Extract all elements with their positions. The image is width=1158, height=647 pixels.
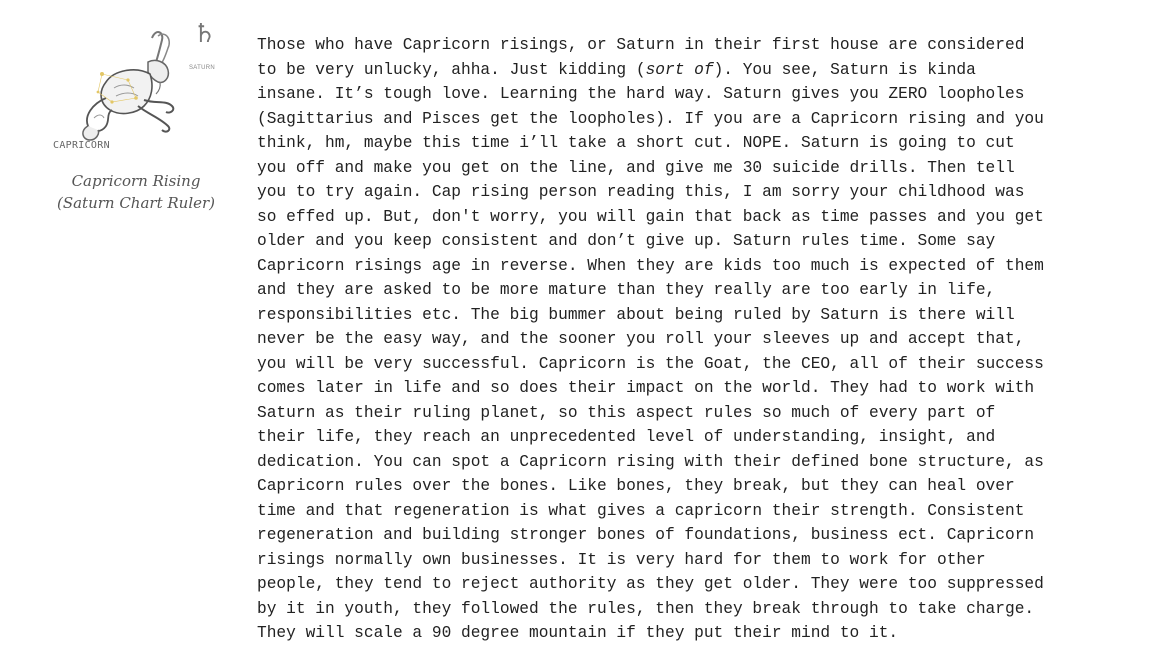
- article-body: Those who have Capricorn risings, or Saturn in their first house are considered to be very unlucky, ahha. Just kidding (sort of). You see, Saturn is kinda insane. It’s tough love. Learning the hard way. Saturn gives you ZERO loopholes (Sagittarius and Pisces get the loopholes). If you are a Capricorn rising and you think, hm, maybe this time i’ll take a short cut. NOPE. Saturn is going to cut you off and make you get on the line, and give me 30 suicide drills. Then tell you to try again. Cap rising person reading this, I am sorry your childhood was so effed up. But, don't worry, you will gain that back as time passes and you get older and you keep consistent and don’t give up. Saturn rules time. Some say Capricorn risings age in reverse. When they are kids too much is expected of them and they are asked to be more mature than they really are too early in life, responsibilities etc. The big bummer about being ruled by Saturn is there will never be the easy way, and the sooner you roll your sleeves up and accept that, you will be very successful. Capricorn is the Goat, the CEO, all of their success comes later in life and so does their impact on the world. They had to work with Saturn as their ruling planet, so this aspect rules so much of every part of their life, they reach an unprecedented level of understanding, insight, and dedication. You can spot a Capricorn rising with their defined bone structure, as Capricorn rules over the bones. Like bones, they break, but they can heal over time and that regeneration is what gives a capricorn their strength. Consistent regeneration and building stronger bones of foundations, business ect. Capricorn risings normally own businesses. It is very hard for them to work for other people, they tend to reject authority as they get older. They were too suppressed by it in youth, they followed the rules, then they break through to take charge. They will scale a 90 degree mountain if they put their mind to it.: [257, 36, 1044, 642]
- caption-line-2: (Saturn Chart Ruler): [56, 194, 216, 212]
- sea-goat-icon: [40, 18, 230, 158]
- caption-line-1: Capricorn Rising: [71, 172, 201, 190]
- saturn-label: SATURN: [189, 65, 216, 71]
- image-caption: [36, 170, 236, 214]
- saturn-symbol-icon: ♄: [193, 19, 217, 49]
- capricorn-label: CAPRICORN: [53, 140, 110, 151]
- capricorn-illustration: [40, 18, 230, 158]
- sidebar: [40, 18, 230, 214]
- emphasis-text: sort of: [645, 60, 714, 79]
